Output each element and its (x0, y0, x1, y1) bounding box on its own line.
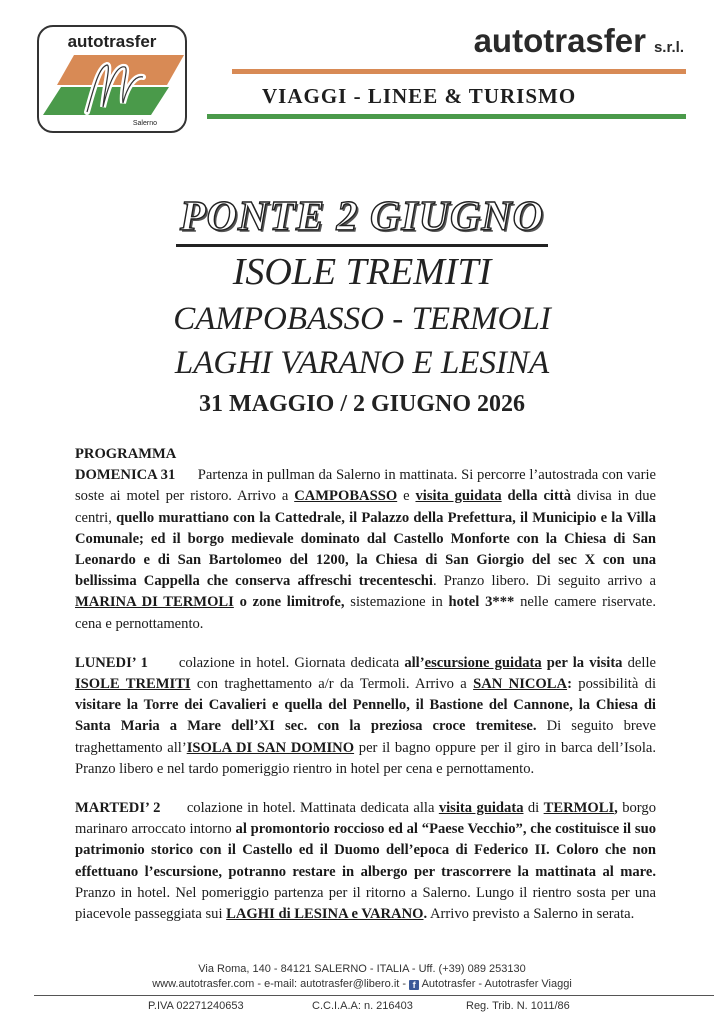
text-run: e (397, 488, 416, 505)
footer-piva: P.IVA 02271240653 (148, 1000, 244, 1012)
day-paragraph (75, 653, 656, 780)
text-run: TERMOLI (543, 800, 615, 817)
text-run: all’ (404, 654, 425, 671)
text-run: ISOLE TREMITI (75, 676, 191, 693)
company-logo (37, 25, 187, 133)
text-run: Arrivo previsto a Salerno in serata. (427, 906, 635, 923)
title-dates: 31 MAGGIO / 2 GIUGNO 2026 (198, 391, 525, 417)
text-run: divisa in due centri, (75, 488, 656, 526)
footer-facebook: Autotrasfer - Autotrasfer Viaggi (421, 978, 572, 990)
title-isole: ISOLE TREMITI (232, 251, 492, 293)
footer-reg: Reg. Trib. N. 1011/86 (466, 1000, 570, 1012)
text-run: MARINA DI TERMOLI (75, 594, 234, 611)
footer-cciaa: C.C.I.A.A: n. 216403 (312, 1000, 413, 1012)
brand-suffix: s.r.l. (653, 39, 684, 56)
logo-name: autotrasfer (67, 32, 157, 51)
text-run: . (423, 906, 428, 923)
footer-contacts (0, 962, 724, 992)
day-label: LUNEDI’ 1 (75, 654, 148, 671)
brand-name: autotrasfer (473, 22, 646, 59)
text-run: visitare la Torre dei Cavalieri e quella del Pennello, il Bastione del Cannone, la Chiesa di Santa Maria a Mare dell’XI sec. con la preziosa croce tremitese. (75, 697, 656, 735)
green-divider (207, 114, 686, 119)
text-run: al promontorio roccioso ed al “Paese Vecchio”, che costituisce il suo patrimonio storico con il Castello ed il Duomo dell’epoca di Federico II. Coloro che non effettuano l’escursione, potranno restare in albergo per trascorrere la mattinata al mare. (75, 821, 656, 880)
text-run: escursione guidata (424, 654, 542, 671)
text-run: Di seguito breve traghettamento all’ (75, 718, 656, 756)
text-run: sistemazione in (344, 594, 449, 611)
footer-web (0, 977, 724, 992)
text-run: , (614, 800, 618, 817)
logo-city: Salerno (132, 120, 157, 127)
text-run: o zone limitrofe, (233, 594, 345, 611)
text-run: per la visita (541, 654, 623, 671)
company-name (474, 22, 684, 60)
day-label: MARTEDI’ 2 (75, 800, 161, 817)
text-run: SAN NICOLA (473, 676, 568, 693)
tagline: VIAGGI - LINEE & TURISMO (262, 84, 577, 108)
title-block (0, 190, 724, 421)
text-run: colazione in hotel. Mattinata dedicata alla (186, 800, 439, 817)
text-run: CAMPOBASSO (294, 488, 398, 505)
text-run: colazione in hotel. Giornata dedicata (178, 654, 405, 671)
text-run: Partenza in pullman da Salerno in mattinata. Si percorre l’autostrada con varie soste ai motel per ristoro. Arrivo a (75, 467, 657, 505)
text-run: nelle camere riservate. cena e pernottamento. (75, 594, 656, 632)
text-run: delle (622, 654, 656, 671)
text-run: . Pranzo libero. Di seguito arrivo a (432, 573, 656, 590)
program-body (75, 444, 656, 943)
footer-divider (34, 995, 714, 996)
text-run: con traghettamento a/r da Termoli. Arrivo a (190, 676, 474, 693)
facebook-icon: f (409, 980, 419, 990)
day-paragraph (75, 798, 656, 925)
text-run: per il bagno oppure per il giro in barca dell’Isola. Pranzo libero e nel tardo pomeriggio rientro in hotel per cena e pernottamento. (75, 739, 657, 777)
program-heading: PROGRAMMA (75, 446, 177, 462)
text-run: borgo marinaro arroccato intorno (75, 800, 656, 838)
text-run: Pranzo in hotel. Nel pomeriggio partenza per il ritorno a Salerno. Lungo il rientro sosta per una piacevole passeggiata sui (75, 884, 656, 923)
text-run: visita guidata (415, 488, 502, 505)
text-run: : (567, 676, 572, 693)
day-paragraph (75, 465, 656, 635)
text-run: di (523, 800, 544, 817)
title-campobasso: CAMPOBASSO - TERMOLI (173, 301, 551, 337)
text-run: visita guidata (438, 800, 524, 817)
text-run: hotel 3*** (448, 594, 515, 611)
text-run: LAGHI di LESINA e VARANO (226, 906, 424, 923)
orange-divider (232, 69, 686, 74)
footer-web-email: www.autotrasfer.com - e-mail: autotrasfer@libero.it - (152, 978, 410, 990)
day-label: DOMENICA 31 (75, 467, 176, 484)
text-run: della città (501, 488, 571, 505)
footer-address: Via Roma, 140 - 84121 SALERNO - ITALIA - Uff. (+39) 089 253130 (198, 963, 526, 975)
text-run: possibilità di (571, 676, 656, 693)
title-ponte: PONTE 2 GIUGNO (176, 190, 548, 247)
text-run: quello murattiano con la Cattedrale, il Palazzo della Prefettura, il Municipio e la Villa Comunale; ed il borgo medievale dominato dal Castello Monforte con la Chiesa di San Leonardo e di San Bartolomeo del 1200, la Chiesa di San Giorgio del sec X con una bellissima Cappella che conserva affreschi trecenteschi (75, 509, 656, 590)
text-run: ISOLA DI SAN DOMINO (186, 739, 355, 756)
title-laghi: LAGHI VARANO E LESINA (174, 345, 550, 381)
